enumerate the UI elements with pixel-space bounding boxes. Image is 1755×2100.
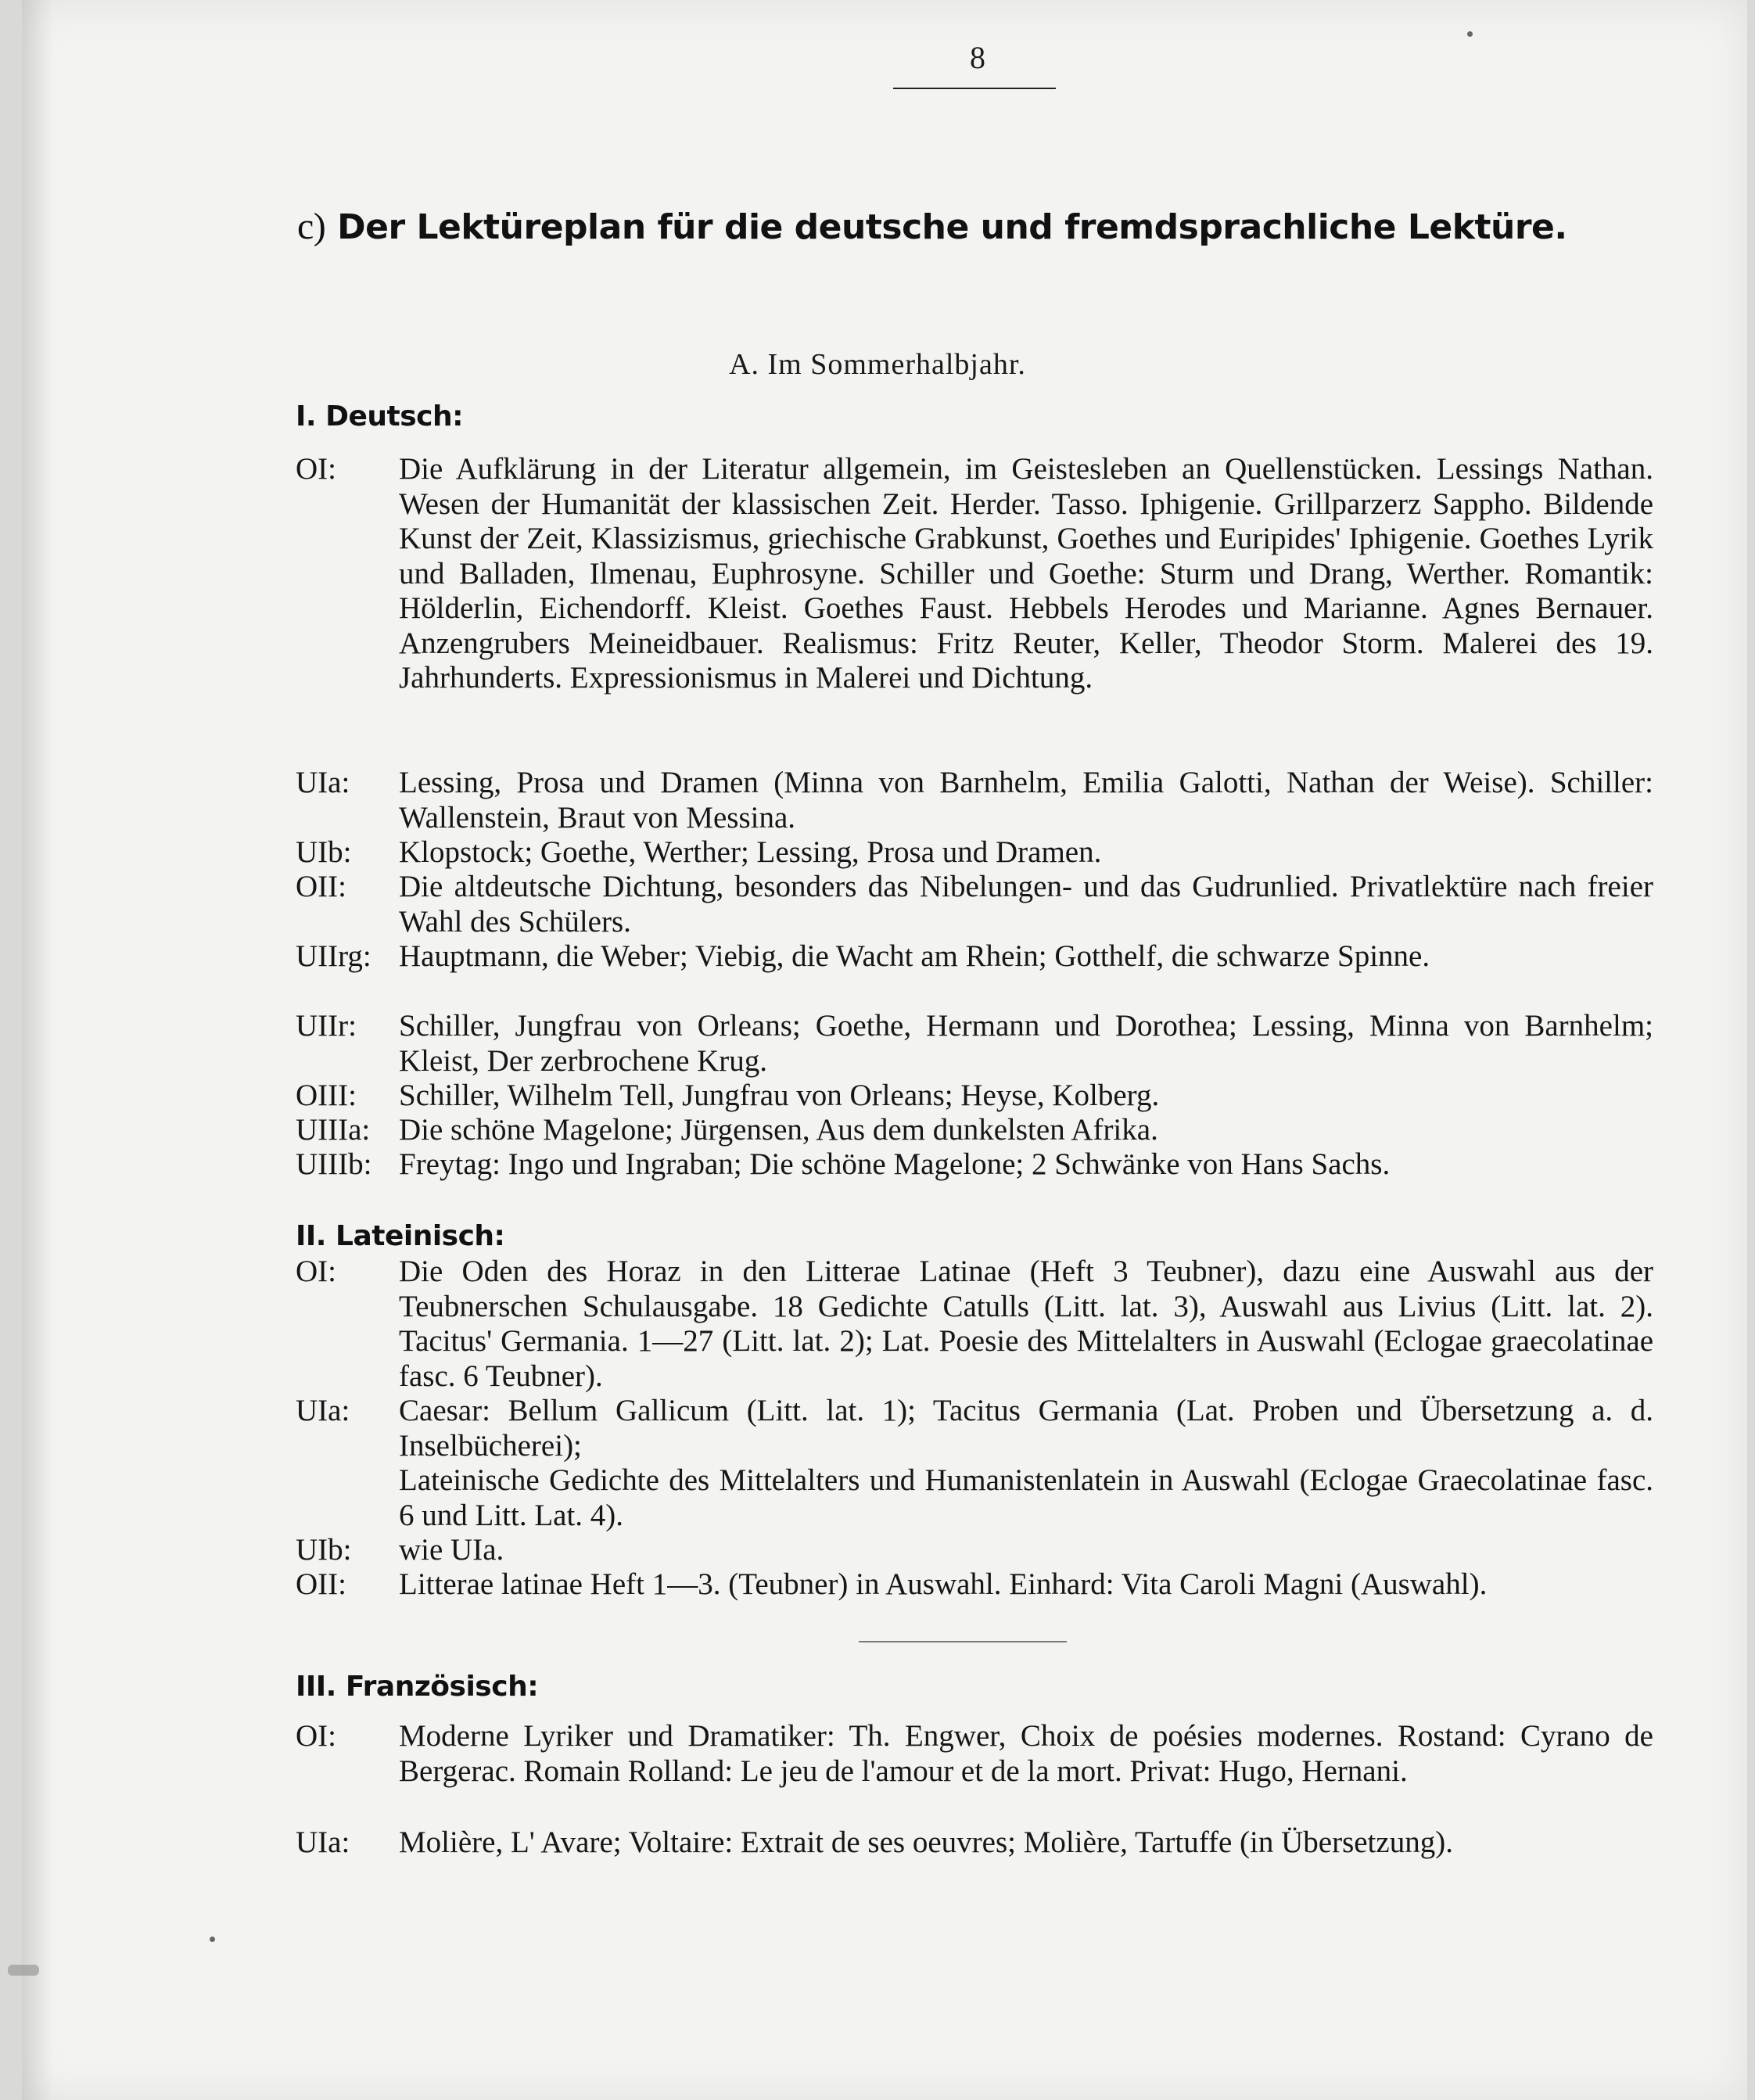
reading-text: Klopstock; Goethe, Werther; Lessing, Prosa und Dramen. bbox=[399, 835, 1102, 869]
semester-heading: A. Im Sommerhalbjahr. bbox=[729, 348, 1026, 381]
reading-text: Die altdeutsche Dichtung, besonders das Nibelungen- und das Gudrunlied. Privatlektüre nach freier Wahl des Schülers. bbox=[399, 870, 1653, 939]
scan-mark bbox=[8, 1965, 39, 1976]
list-item bbox=[296, 1825, 1653, 1861]
reading-text: Lessing, Prosa und Dramen (Minna von Barnhelm, Emilia Galotti, Nathan der Weise). Schiller: Wallenstein, Braut von Messina. bbox=[399, 766, 1653, 835]
list-item bbox=[296, 1009, 1653, 1079]
class-code: OII: bbox=[296, 1567, 346, 1601]
list-item bbox=[296, 1719, 1653, 1789]
reading-text: Schiller, Wilhelm Tell, Jungfrau von Orleans; Heyse, Kolberg. bbox=[399, 1079, 1160, 1112]
list-item bbox=[296, 1147, 1653, 1183]
category-heading-franzoesisch: III. Französisch: bbox=[296, 1671, 539, 1703]
reading-text: Molière, L' Avare; Voltaire: Extrait de ses oeuvres; Molière, Tartuffe (in Übersetzung). bbox=[399, 1825, 1453, 1859]
class-code: UIa: bbox=[296, 1394, 350, 1427]
class-code: OII: bbox=[296, 870, 346, 903]
scan-speck bbox=[1467, 31, 1473, 37]
reading-text: Schiller, Jungfrau von Orleans; Goethe, Hermann und Dorothea; Lessing, Minna von Barnhelm; Kleist, Der zerbrochene Krug. bbox=[399, 1009, 1653, 1078]
reading-text: Litterae latinae Heft 1—3. (Teubner) in Auswahl. Einhard: Vita Caroli Magni (Auswahl). bbox=[399, 1567, 1488, 1601]
class-code: OI: bbox=[296, 452, 336, 486]
list-item bbox=[296, 939, 1653, 975]
list-item bbox=[296, 870, 1653, 939]
list-item bbox=[296, 1255, 1653, 1394]
class-code: OIII: bbox=[296, 1079, 357, 1112]
reading-text-continuation: Lateinische Gedichte des Mittelalters und Humanistenlatein in Auswahl (Eclogae Graecolatinae fasc. 6 und Litt. Lat. 4). bbox=[399, 1463, 1653, 1532]
class-code: UIa: bbox=[296, 766, 350, 799]
class-code: UIa: bbox=[296, 1825, 350, 1859]
class-code: UIIr: bbox=[296, 1009, 357, 1043]
reading-text: Caesar: Bellum Gallicum (Litt. lat. 1); Tacitus Germania (Lat. Proben und Übersetzung a. d. Inselbücherei); bbox=[399, 1394, 1653, 1463]
category-heading-deutsch: I. Deutsch: bbox=[296, 400, 464, 433]
list-item bbox=[296, 1533, 1653, 1568]
class-code: UIIIa: bbox=[296, 1113, 371, 1147]
reading-text: wie UIa. bbox=[399, 1533, 504, 1567]
class-code: UIb: bbox=[296, 1533, 352, 1567]
page-number-rule bbox=[893, 88, 1056, 89]
reading-text: Hauptmann, die Weber; Viebig, die Wacht am Rhein; Gotthelf, die schwarze Spinne. bbox=[399, 939, 1430, 973]
class-code: OI: bbox=[296, 1719, 336, 1753]
section-divider bbox=[859, 1641, 1067, 1642]
reading-text: Freytag: Ingo und Ingraban; Die schöne Magelone; 2 Schwänke von Hans Sachs. bbox=[399, 1147, 1391, 1181]
section-title-text: Der Lektüreplan für die deutsche und fremdsprachliche Lektüre. bbox=[337, 207, 1567, 247]
reading-text: Die Oden des Horaz in den Litterae Latinae (Heft 3 Teubner), dazu eine Auswahl aus der Teubnerschen Schulausgabe. 18 Gedichte Catulls (Litt. lat. 3), Auswahl aus Livius (Litt. lat. 2). Tacitus' Germania. 1—27 (Litt. lat. 2); Lat. Poesie des Mittelalters in Auswahl (Eclogae graecolatinae fasc. 6 Teubner). bbox=[399, 1255, 1653, 1393]
class-code: UIb: bbox=[296, 835, 352, 869]
reading-text: Moderne Lyriker und Dramatiker: Th. Engwer, Choix de poésies modernes. Rostand: Cyrano de Bergerac. Romain Rolland: Le jeu de l'amour et de la mort. Privat: Hugo, Hernani. bbox=[399, 1719, 1653, 1788]
reading-text: Die schöne Magelone; Jürgensen, Aus dem dunkelsten Afrika. bbox=[399, 1113, 1158, 1147]
list-item bbox=[296, 1113, 1653, 1148]
class-code: UIIrg: bbox=[296, 939, 371, 973]
page-number: 8 bbox=[970, 40, 985, 75]
list-item bbox=[296, 835, 1653, 871]
section-letter: c) bbox=[297, 206, 326, 247]
scan-speck bbox=[210, 1937, 215, 1942]
reading-text: Die Aufklärung in der Literatur allgemein, im Geistesleben an Quellenstücken. Lessings Nathan. Wesen der Humanität der klassischen Zeit. Herder. Tasso. Iphigenie. Grillparzerz Sappho. Bildende Kunst der Zeit, Klassizismus, griechische Grabkunst, Goethes und Euripides' Iphigenie. Goethes Lyrik und Balladen, Ilmenau, Euphrosyne. Schiller und Goethe: Sturm und Drang, Werther. Romantik: Hölderlin, Eichendorff. Kleist. Goethes Faust. Hebbels Herodes und Marianne. Agnes Bernauer. Anzengrubers Meineidbauer. Realismus: Fritz Reuter, Keller, Theodor Storm. Malerei des 19. Jahrhunderts. Expressionismus in Malerei und Dichtung. bbox=[399, 452, 1653, 695]
section-title bbox=[297, 205, 1705, 248]
class-code: UIIIb: bbox=[296, 1147, 372, 1181]
list-item bbox=[296, 1079, 1653, 1114]
list-item bbox=[296, 1567, 1653, 1603]
class-code: OI: bbox=[296, 1255, 336, 1288]
category-heading-lateinisch: II. Lateinisch: bbox=[296, 1220, 505, 1252]
list-item bbox=[296, 766, 1653, 835]
list-item bbox=[296, 452, 1653, 696]
list-item bbox=[296, 1394, 1653, 1463]
